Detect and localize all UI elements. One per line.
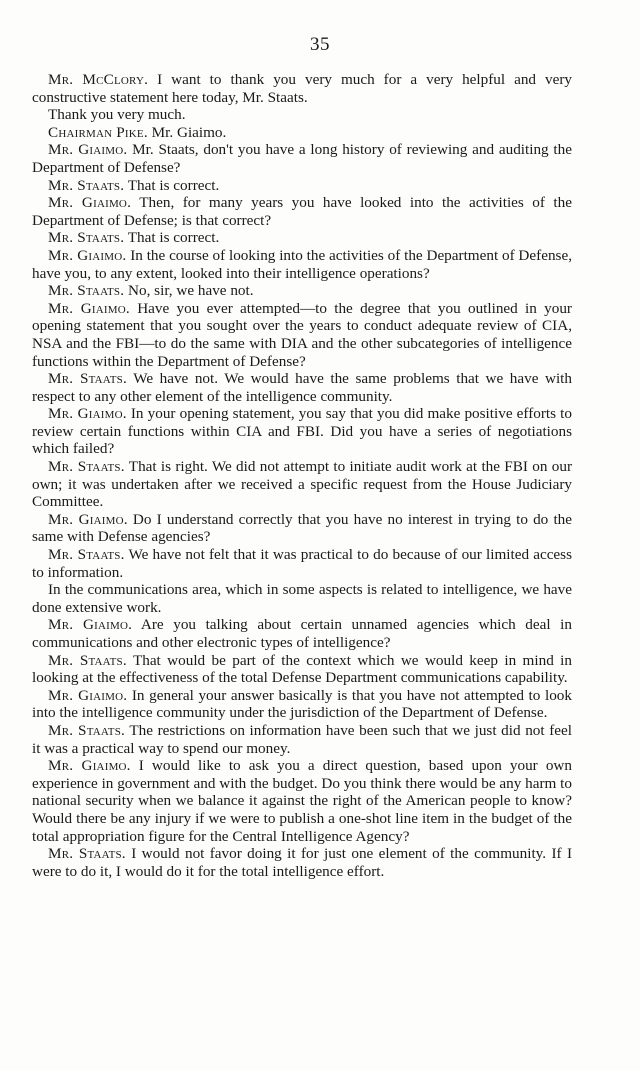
transcript-paragraph: [32, 71, 572, 106]
statement-text: No, sir, we have not.: [124, 282, 254, 300]
statement-text: In the course of looking into the activities of the Department of Defense, have you, to any extent, looked into their intelligence operations?: [32, 246, 572, 282]
transcript-paragraph: [32, 511, 572, 546]
statement-text: I would not favor doing it for just one element of the community. If I were to do it, I would do it for the total intelligence effort.: [32, 845, 572, 880]
statement-text: In the communications area, which in some aspects is related to intelligence, we have done extensive work.: [32, 581, 572, 616]
speaker-name: Mr. Staats.: [48, 721, 126, 739]
speaker-name: Mr. Giaimo.: [48, 141, 128, 159]
speaker-name: Mr. McClory.: [48, 71, 149, 88]
statement-text: That is right. We did not attempt to initiate audit work at the FBI on our own; it was undertaken after we received a specific request from the House Judiciary Committee.: [32, 458, 572, 511]
transcript-paragraph: [32, 616, 572, 651]
speaker-name: Mr. Giaimo.: [48, 686, 128, 704]
transcript-paragraph: [32, 124, 572, 142]
statement-text: In your opening statement, you say that you did make positive efforts to review certain functions within CIA and FBI. Did you have a series of negotiations which failed?: [32, 405, 572, 458]
statement-text: We have not. We would have the same problems that we have with respect to any other element of the intelligence community.: [32, 370, 572, 405]
transcript-paragraph: [32, 194, 572, 229]
statement-text: Have you ever attempted—to the degree that you outlined in your opening statement that you sought over the years to conduct adequate review of CIA, NSA and the FBI—to do the same with DIA and the other subcategories of intelligence functions within the Department of Defense?: [32, 299, 572, 370]
statement-text: That is correct.: [124, 229, 220, 247]
speaker-name: Mr. Staats.: [48, 458, 125, 476]
transcript-paragraph: [32, 652, 572, 687]
transcript-paragraph: [32, 458, 572, 511]
speaker-name: Mr. Giaimo.: [48, 616, 133, 634]
statement-text: Then, for many years you have looked into the activities of the Department of Defense; is that correct?: [32, 194, 572, 229]
hearing-transcript: [32, 71, 572, 880]
statement-text: The restrictions on information have been such that we just did not feel it was a practical way to spend our money.: [32, 721, 572, 757]
speaker-name: Mr. Staats.: [48, 546, 125, 564]
speaker-name: Chairman Pike.: [48, 123, 148, 141]
statement-text: Mr. Staats, don't you have a long history of reviewing and auditing the Department of Defense?: [32, 141, 572, 176]
transcript-paragraph: [32, 405, 572, 458]
statement-text: We have not felt that it was practical to do because of our limited access to information.: [32, 546, 572, 581]
transcript-paragraph: [32, 300, 572, 370]
speaker-name: Mr. Staats.: [48, 229, 125, 247]
transcript-paragraph: [32, 229, 572, 247]
statement-text: That would be part of the context which we would keep in mind in looking at the effectiveness of the total Defense Department communications capability.: [32, 651, 572, 687]
statement-text: I want to thank you very much for a very helpful and very constructive statement here today, Mr. Staats.: [32, 71, 572, 106]
transcript-paragraph: [32, 282, 572, 300]
transcript-paragraph: [32, 546, 572, 581]
speaker-name: Mr. Giaimo.: [48, 246, 127, 264]
speaker-name: Mr. Giaimo.: [48, 757, 131, 775]
statement-text: Thank you very much.: [48, 106, 186, 124]
statement-text: Are you talking about certain unnamed agencies which deal in communications and other electronic types of intelligence?: [32, 616, 572, 651]
speaker-name: Mr. Staats.: [48, 370, 127, 388]
statement-text: In general your answer basically is that you have not attempted to look into the intelligence community under the jurisdiction of the Department of Defense.: [32, 686, 572, 722]
speaker-name: Mr. Giaimo.: [48, 299, 130, 317]
page-number: 35: [310, 34, 330, 55]
speaker-name: Mr. Giaimo.: [48, 405, 127, 423]
speaker-name: Mr. Staats.: [48, 176, 125, 194]
statement-text: That is correct.: [124, 176, 220, 194]
statement-text: Do I understand correctly that you have no interest in trying to do the same with Defense agencies?: [32, 510, 572, 546]
transcript-paragraph: [32, 845, 572, 880]
transcript-paragraph: [32, 370, 572, 405]
transcript-paragraph: [32, 581, 572, 616]
speaker-name: Mr. Staats.: [48, 282, 125, 300]
transcript-paragraph: [32, 722, 572, 757]
transcript-paragraph: [32, 177, 572, 195]
transcript-paragraph: [32, 106, 572, 124]
speaker-name: Mr. Giaimo.: [48, 194, 132, 212]
transcript-paragraph: [32, 141, 572, 176]
transcript-paragraph: [32, 687, 572, 722]
speaker-name: Mr. Staats.: [48, 845, 126, 863]
speaker-name: Mr. Giaimo.: [48, 510, 128, 528]
transcript-paragraph: [32, 757, 572, 845]
statement-text: I would like to ask you a direct question, based upon your own experience in government and with the budget. Do you think there would be any harm to national security when we balance it against the right of the American people to know? Would there be any injury if we were to publish a one-shot line item in the budget of the total appropriation figure for the Central Intelligence Agency?: [32, 757, 572, 845]
transcript-paragraph: [32, 247, 572, 282]
speaker-name: Mr. Staats.: [48, 651, 127, 669]
statement-text: Mr. Giaimo.: [147, 123, 227, 141]
